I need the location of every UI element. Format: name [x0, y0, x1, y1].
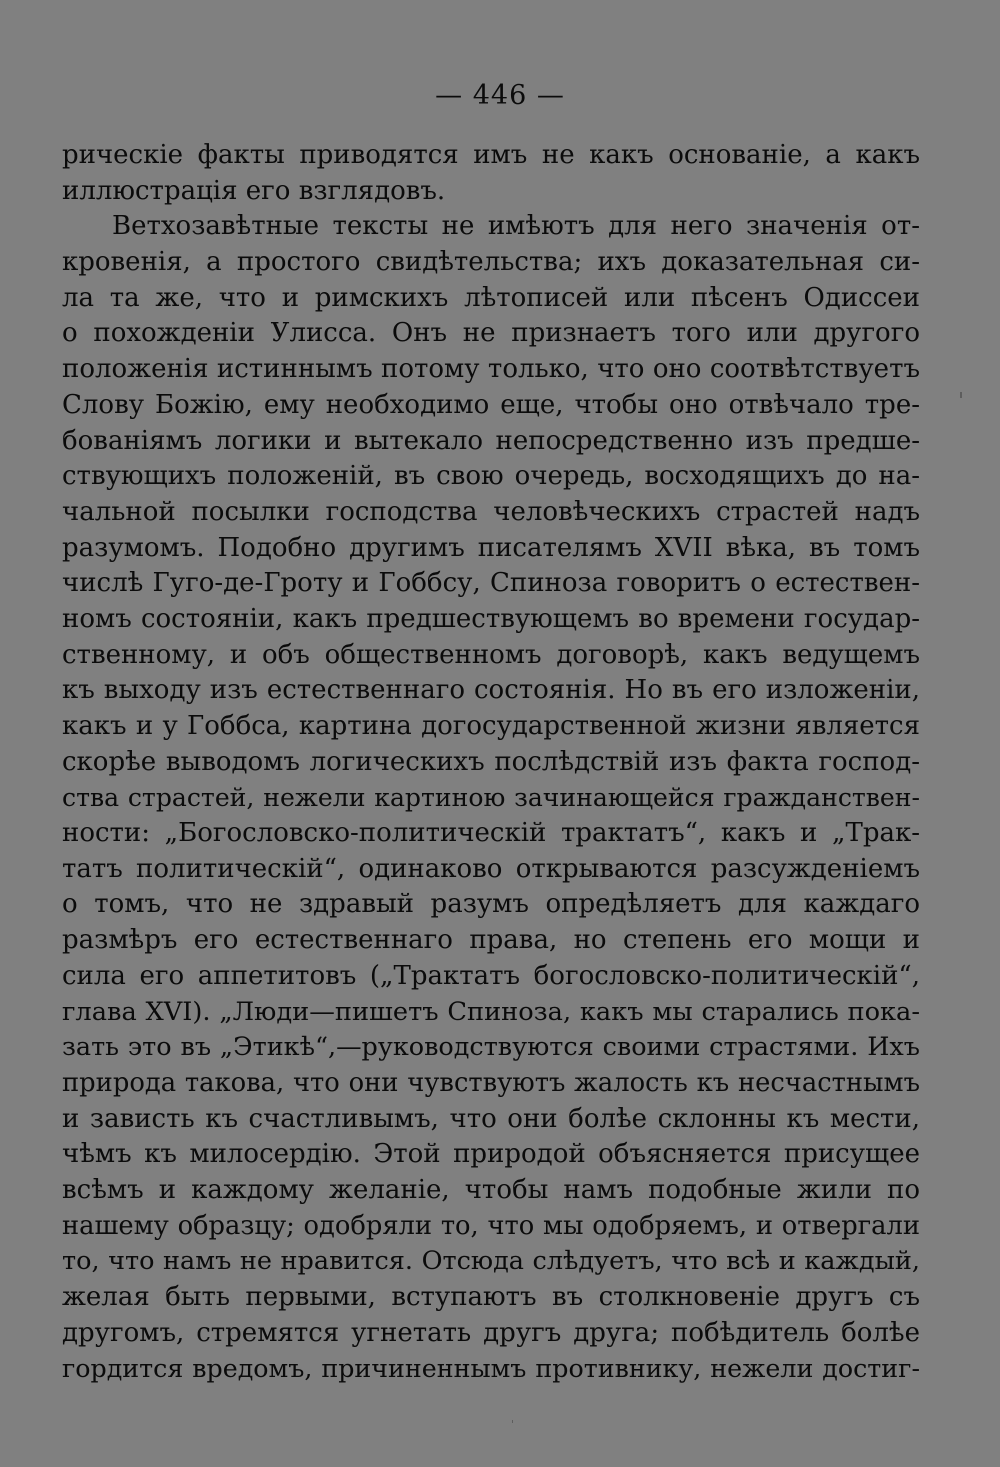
text-line: татъ политическій“, одинаково открываются разсужденіемъ — [62, 853, 920, 884]
text-line: бованіямъ логики и вытекало непосредственно изъ предше- — [62, 425, 920, 456]
text-line: числѣ Гуго-де-Гроту и Гоббсу, Спиноза говоритъ о естествен- — [62, 568, 920, 599]
text-line: и зависть къ счастливымъ, что они болѣе склонны къ мести, — [62, 1103, 920, 1134]
text-line: иллюстрація его взглядовъ. — [62, 175, 446, 206]
page-number: — 446 — — [435, 80, 565, 111]
text-line: кровенія, а простого свидѣтельства; ихъ доказательная си- — [62, 247, 920, 278]
text-line: о томъ, что не здравый разумъ опредѣляетъ для каждаго — [62, 889, 920, 920]
text-line: всѣмъ и каждому желаніе, чтобы намъ подобные жили по — [62, 1174, 920, 1205]
text-line: рическіе факты приводятся имъ не какъ основаніе, а какъ — [62, 140, 920, 170]
scan-speck — [960, 392, 962, 398]
text-line: природа такова, что они чувствуютъ жалость къ несчастнымъ — [62, 1067, 920, 1098]
text-line: скорѣе выводомъ логическихъ послѣдствій изъ факта господ- — [62, 746, 920, 777]
text-line: нашему образцу; одобряли то, что мы одобряемъ, и отвергали — [62, 1210, 920, 1241]
text-line: другомъ, стремятся угнетать другъ друга; побѣдитель болѣе — [62, 1317, 920, 1348]
text-line: о похожденіи Улисса. Онъ не признаетъ того или другого — [62, 318, 920, 349]
text-line: положенія истиннымъ потому только, что оно соотвѣтствуетъ — [62, 354, 920, 385]
body-text — [62, 138, 920, 1387]
text-line: гордится вредомъ, причиненнымъ противнику, нежели достиг- — [62, 1353, 920, 1384]
text-line: къ выходу изъ естественнаго состоянія. Но въ его изложеніи, — [62, 675, 920, 706]
text-line: сила его аппетитовъ („Трактатъ богословско-политическій“, — [62, 960, 920, 991]
text-line: ности: „Богословско-политическій трактатъ“, какъ и „Трак- — [62, 818, 920, 849]
text-line: желая быть первыми, вступаютъ въ столкновеніе другъ съ — [62, 1282, 920, 1312]
text-line: ственному, и объ общественномъ договорѣ, какъ ведущемъ — [62, 639, 920, 670]
text-line: номъ состояніи, какъ предшествующемъ во времени государ- — [62, 603, 920, 634]
text-line: ла та же, что и римскихъ лѣтописей или пѣсенъ Одиссеи — [62, 282, 920, 313]
text-line: чѣмъ къ милосердію. Этой природой объясняется присущее — [62, 1139, 920, 1170]
text-line: ства страстей, нежели картиною зачинающейся гражданствен- — [62, 783, 920, 813]
text-line: размѣръ его естественнаго права, но степень его мощи и — [62, 925, 920, 956]
text-line: ствующихъ положеній, въ свою очередь, восходящихъ до на- — [62, 461, 920, 492]
text-line: какъ и у Гоббса, картина догосударственной жизни является — [62, 711, 920, 741]
text-line: Слову Божію, ему необходимо еще, чтобы оно отвѣчало тре- — [62, 389, 920, 420]
text-line: зать это въ „Этикѣ“,—руководствуются своими страстями. Ихъ — [62, 1032, 920, 1063]
text-line: глава XVI). „Люди—пишетъ Спиноза, какъ мы старались пока- — [62, 996, 920, 1027]
text-line: разумомъ. Подобно другимъ писателямъ XVII вѣка, въ томъ — [62, 532, 920, 563]
text-line: Ветхозавѣтные тексты не имѣютъ для него значенія от- — [112, 211, 920, 242]
text-line: то, что намъ не нравится. Отсюда слѣдуетъ, что всѣ и каждый, — [62, 1246, 920, 1277]
scan-speck — [512, 1420, 513, 1423]
text-line: чальной посылки господства человѣческихъ страстей надъ — [62, 496, 920, 527]
